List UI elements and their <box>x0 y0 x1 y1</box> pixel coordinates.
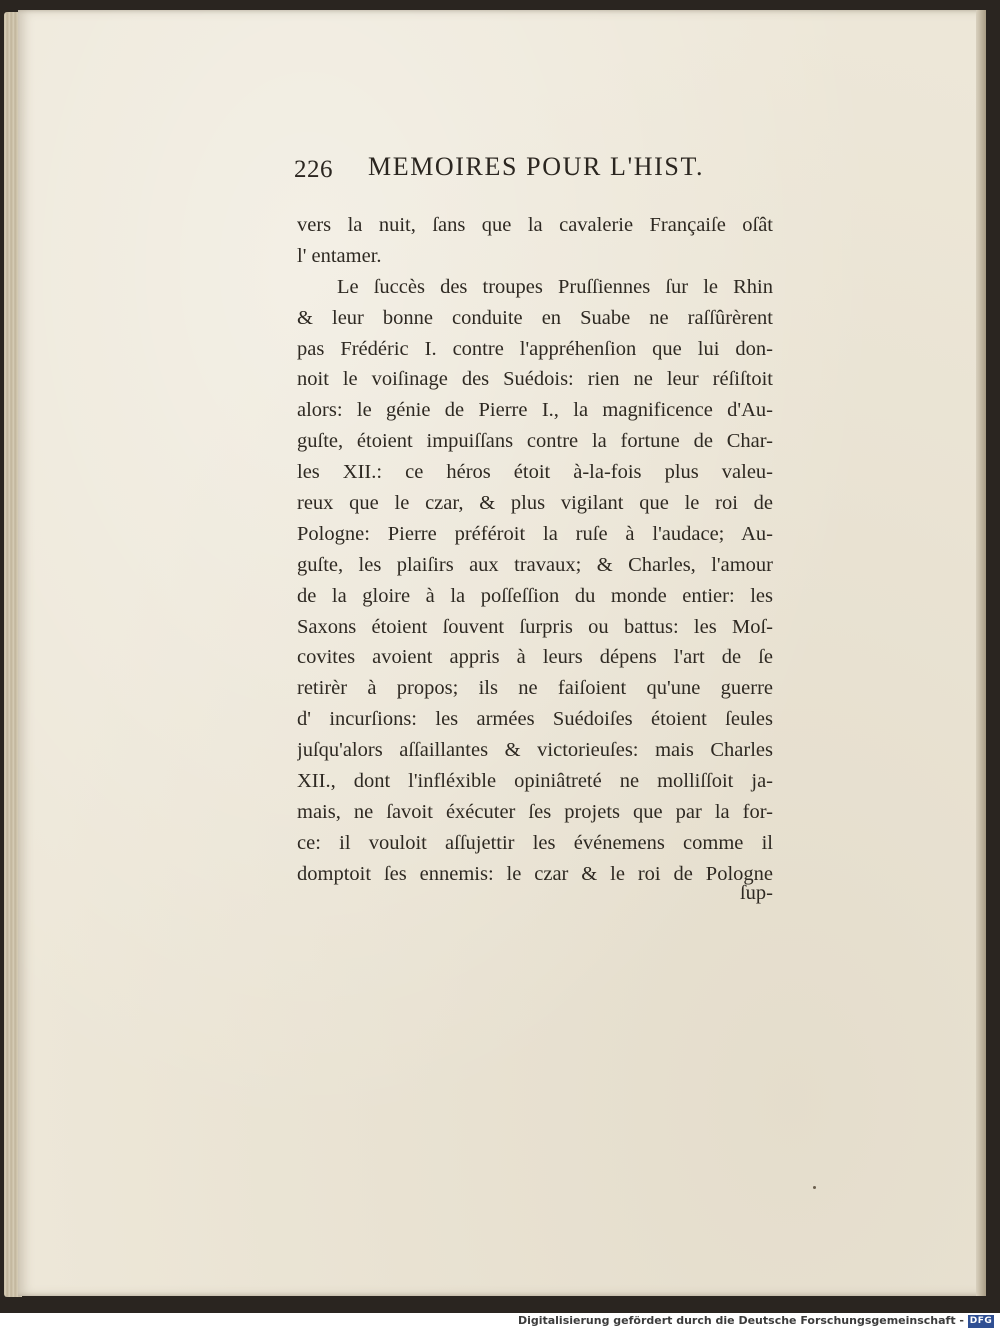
page-header <box>294 150 774 190</box>
text-line-20: mais, ne ſavoit éxécuter ſes projets que par la for- <box>297 800 773 823</box>
text-line-13: de la gloire à la poſſeſſion du monde entier: les <box>297 584 773 607</box>
running-title: MEMOIRES POUR L'HIST. <box>368 152 705 181</box>
digitization-credit: Digitalisierung gefördert durch die Deutsche Forschungsgemeinschaft - <box>517 1314 964 1327</box>
text-line-2: l' entamer. <box>297 244 382 267</box>
text-line-1: vers la nuit, ſans que la cavalerie Françaiſe oſât <box>297 214 773 236</box>
text-line-16: retirèr à propos; ils ne faiſoient qu'une guerre <box>297 677 773 700</box>
body-text <box>297 210 773 890</box>
text-line-7: alors: le génie de Pierre I., la magnificence d'Au- <box>297 399 773 422</box>
footer-bar <box>0 1313 1000 1331</box>
page-spine-edge <box>976 10 986 1296</box>
text-line-14: Saxons étoient ſouvent ſurpris ou battus: les Moſ- <box>297 615 773 638</box>
text-line-18: juſqu'alors aſſaillantes & victorieuſes: mais Charles <box>297 739 773 762</box>
text-line-11: Pologne: Pierre préféroit la ruſe à l'audace; Au- <box>297 522 773 545</box>
dfg-logo: DFG <box>969 1316 993 1326</box>
text-line-9: les XII.: ce héros étoit à-la-fois plus valeu- <box>297 461 773 484</box>
text-line-17: d' incurſions: les armées Suédoiſes étoient ſeules <box>297 708 773 731</box>
text-line-4: & leur bonne conduite en Suabe ne raſſûrèrent <box>297 306 773 329</box>
text-line-3: Le ſuccès des troupes Pruſſiennes ſur le Rhin <box>337 275 773 298</box>
text-line-12: guſte, les plaiſirs aux travaux; & Charles, l'amour <box>297 553 773 576</box>
text-line-10: reux que le czar, & plus vigilant que le roi de <box>297 492 773 515</box>
text-line-21: ce: il vouloit aſſujettir les événemens comme il <box>297 831 773 854</box>
paper-speck <box>813 1186 816 1189</box>
text-line-6: noit le voiſinage des Suédois: rien ne leur réſiſtoit <box>297 368 773 391</box>
text-line-19: XII., dont l'infléxible opiniâtreté ne molliſſoit ja- <box>297 770 773 793</box>
text-line-5: pas Frédéric I. contre l'appréhenſion que lui don- <box>297 337 773 360</box>
text-line-15: covites avoient appris à leurs dépens l'art de ſe <box>297 646 773 669</box>
text-line-22: domptoit ſes ennemis: le czar & le roi de Pologne <box>297 862 773 885</box>
catchword: ſup- <box>739 882 773 904</box>
page-number: 226 <box>294 156 333 183</box>
text-line-8: guſte, étoient impuiſſans contre la fortune de Char- <box>297 430 773 453</box>
